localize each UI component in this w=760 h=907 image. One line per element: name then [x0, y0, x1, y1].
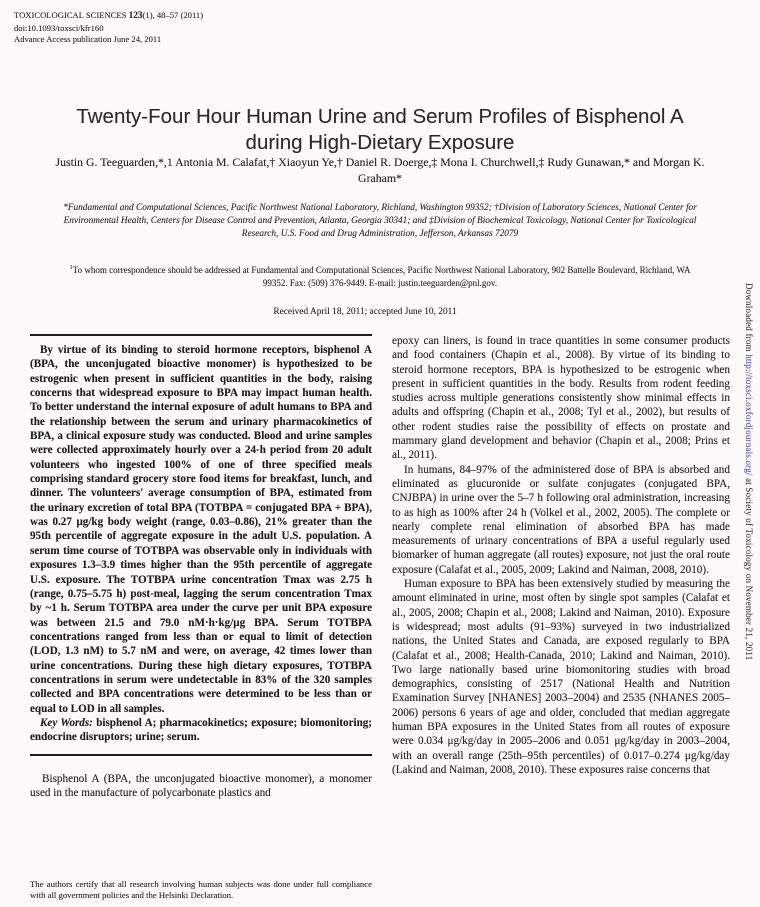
correspondence-text: To whom correspondence should be addressed at Fundamental and Computational Sciences, Pacific Northwest National Laboratory, 902 Battelle Boulevard, Richland, WA 99352. Fax: (509) 376-9449. E-mail: justin.teeguarden@pnl.gov. [72, 265, 691, 288]
authors-line: Justin G. Teeguarden,*,1 Antonia M. Calafat,† Xiaoyun Ye,† Daniel R. Doerge,‡ Mona I. Churchwell,‡ Rudy Gunawan,* and Morgan K. Graham* [55, 155, 705, 185]
correspondence-marker: 1 [69, 264, 73, 271]
compliance-footnote: The authors certify that all research involving human subjects was done under full compliance with all government policies and the Helsinki Declaration. [30, 879, 372, 900]
keywords [30, 716, 372, 745]
journal-volume: 123 [128, 11, 143, 21]
download-watermark-text [744, 283, 754, 660]
watermark-prefix: Downloaded from [744, 283, 754, 355]
body-paragraph: In humans, 84–97% of the administered dose of BPA is absorbed and eliminated as glucuronide or sulfate conjugates (conjugated BPA, CNJBPA) in urine over the 5–7 h following oral administration, increasing to as high as 100% after 24 h (Volkel et al., 2002, 2005). The complete or nearly complete renal elimination of absorbed BPA has made measurements of urinary concentrations of BPA a useful regularly used biomarker of human aggregate (all routes) exposure, not just the oral route exposure (Calafat et al., 2005, 2009; Lakind and Naiman, 2008, 2010). [392, 463, 730, 576]
advance-access-line: Advance Access publication June 24, 2011 [14, 34, 162, 44]
journal-citation-line [14, 10, 203, 23]
abstract-top-rule [30, 334, 372, 336]
left-column [30, 334, 372, 907]
watermark-journal-link[interactable]: http://toxsci.oxfordjournals.org/ [744, 354, 754, 476]
affiliations: *Fundamental and Computational Sciences, Pacific Northwest National Laboratory, Richland, Washington 99352; †Division of Laboratory Sciences, National Center for Environmental Health, Centers for Disease Control and Prevention, Atlanta, Georgia 30341; and ‡Division of Biochemical Toxicology, National Center for Toxicological Research, U.S. Food and Drug Administration, Jefferson, Arkansas 72079 [63, 203, 697, 239]
abstract-text: By virtue of its binding to steroid hormone receptors, bisphenol A (BPA, the unconjugated bioactive monomer) is hypothesized to be estrogenic when present in sufficient quantities in the body, raising concerns that widespread exposure to BPA may impact human health. To better understand the internal exposure of adult humans to BPA and the relationship between the serum and urinary pharmacokinetics of BPA, a clinical exposure study was conducted. Blood and urine samples were collected approximately hourly over a 24-h period from 20 adult volunteers who ingested 100% of one of three specified meals comprising standard grocery store food items for breakfast, lunch, and dinner. The volunteers' average consumption of BPA, estimated from the urinary excretion of total BPA (TOTBPA = conjugated BPA + BPA), was 0.27 μg/kg body weight (range, 0.03–0.86), 21% greater than the 95th percentile of aggregate exposure in the adult U.S. population. A serum time course of TOTBPA was observable only in individuals with exposures 1.3–3.9 times higher than the 95th percentile of aggregate U.S. exposure. The TOTBPA urine concentration Tmax was 2.75 h (range, 0.75–5.75 h) post-meal, lagging the serum concentration Tmax by ~1 h. Serum TOTBPA area under the curve per unit BPA exposure was between 21.5 and 79.0 nM·h·kg/μg BPA. Serum TOTBPA concentrations ranged from less than or equal to limit of detection (LOD, 1.3 nM) to 5.7 nM and were, on average, 42 times lower than urine concentrations. During these high dietary exposures, TOTBPA concentrations in serum were undetectable in 83% of the 320 samples collected and BPA concentrations were determined to be less than or equal to LOD in all samples. [30, 344, 372, 715]
intro-paragraph: Bisphenol A (BPA, the unconjugated bioactive monomer), a monomer used in the manufacture of polycarbonate plastics and [30, 772, 372, 799]
keywords-label: Key Words: [40, 716, 93, 729]
received-line: Received April 18, 2011; accepted June 10, 2011 [273, 307, 457, 317]
download-watermark [738, 283, 758, 893]
section-divider-rule [30, 754, 372, 756]
keywords-text: bisphenol A; pharmacokinetics; exposure; biomonitoring; endocrine disruptors; urine; serum. [30, 716, 372, 744]
doi-line: doi:10.1093/toxsci/kfr160 [14, 22, 104, 33]
correspondence-note [60, 262, 700, 289]
right-column [392, 334, 730, 777]
journal-header [14, 10, 203, 46]
journal-issue-pages: (1), 48–57 (2011) [142, 10, 204, 20]
journal-name: TOXICOLOGICAL SCIENCES [14, 10, 127, 20]
body-paragraph: Human exposure to BPA has been extensively studied by measuring the amount eliminated in urine, most often by single spot samples (Calafat et al., 2005, 2008; Chapin et al., 2008; Lakind and Naiman, 2010). Exposure is widespread; most adults (91–93%) surveyed in two industrialized nations, the United States and Canada, are exposed regularly to BPA (Calafat et al., 2008; Health-Canada, 2010; Lakind and Naiman, 2010). Two large nationally based urine biomonitoring studies with broad demographics, consisting of 2517 (National Health and Nutrition Examination Survey [NHANES] 2003–2004) and 2535 (NHANES 2005–2006) persons 6 years of age and older, concluded that median aggregate human BPA exposures in the United States from all routes of exposure were 0.034 μg/kg/day in 2005–2006 and 0.051 μg/kg/day in 2003–2004, with an overall range (25th–95th percentiles) of 0.017–0.274 μg/kg/day (Lakind and Naiman, 2008, 2010). These exposures raise concerns that [392, 578, 730, 776]
body-paragraph: epoxy can liners, is found in trace quantities in some consumer products and food containers (Chapin et al., 2008). By virtue of its binding to steroid hormone receptors, BPA is hypothesized to be estrogenic when present in sufficient quantities in the body. Results from rodent feeding studies across multiple generations consistently show minimal effects in adults and offspring (Chapin et al., 2008; Tyl et al., 2002), but results of other rodent studies raise the possibility of effects on prostate and mammary gland development and behavior (Chapin et al., 2008; Prins et al., 2011). [392, 335, 730, 462]
paper-title: Twenty-Four Hour Human Urine and Serum Profiles of Bisphenol A during High-Dietary Exposure [76, 104, 684, 154]
watermark-suffix: at Society of Toxicology on November 21, 2011 [744, 475, 754, 661]
